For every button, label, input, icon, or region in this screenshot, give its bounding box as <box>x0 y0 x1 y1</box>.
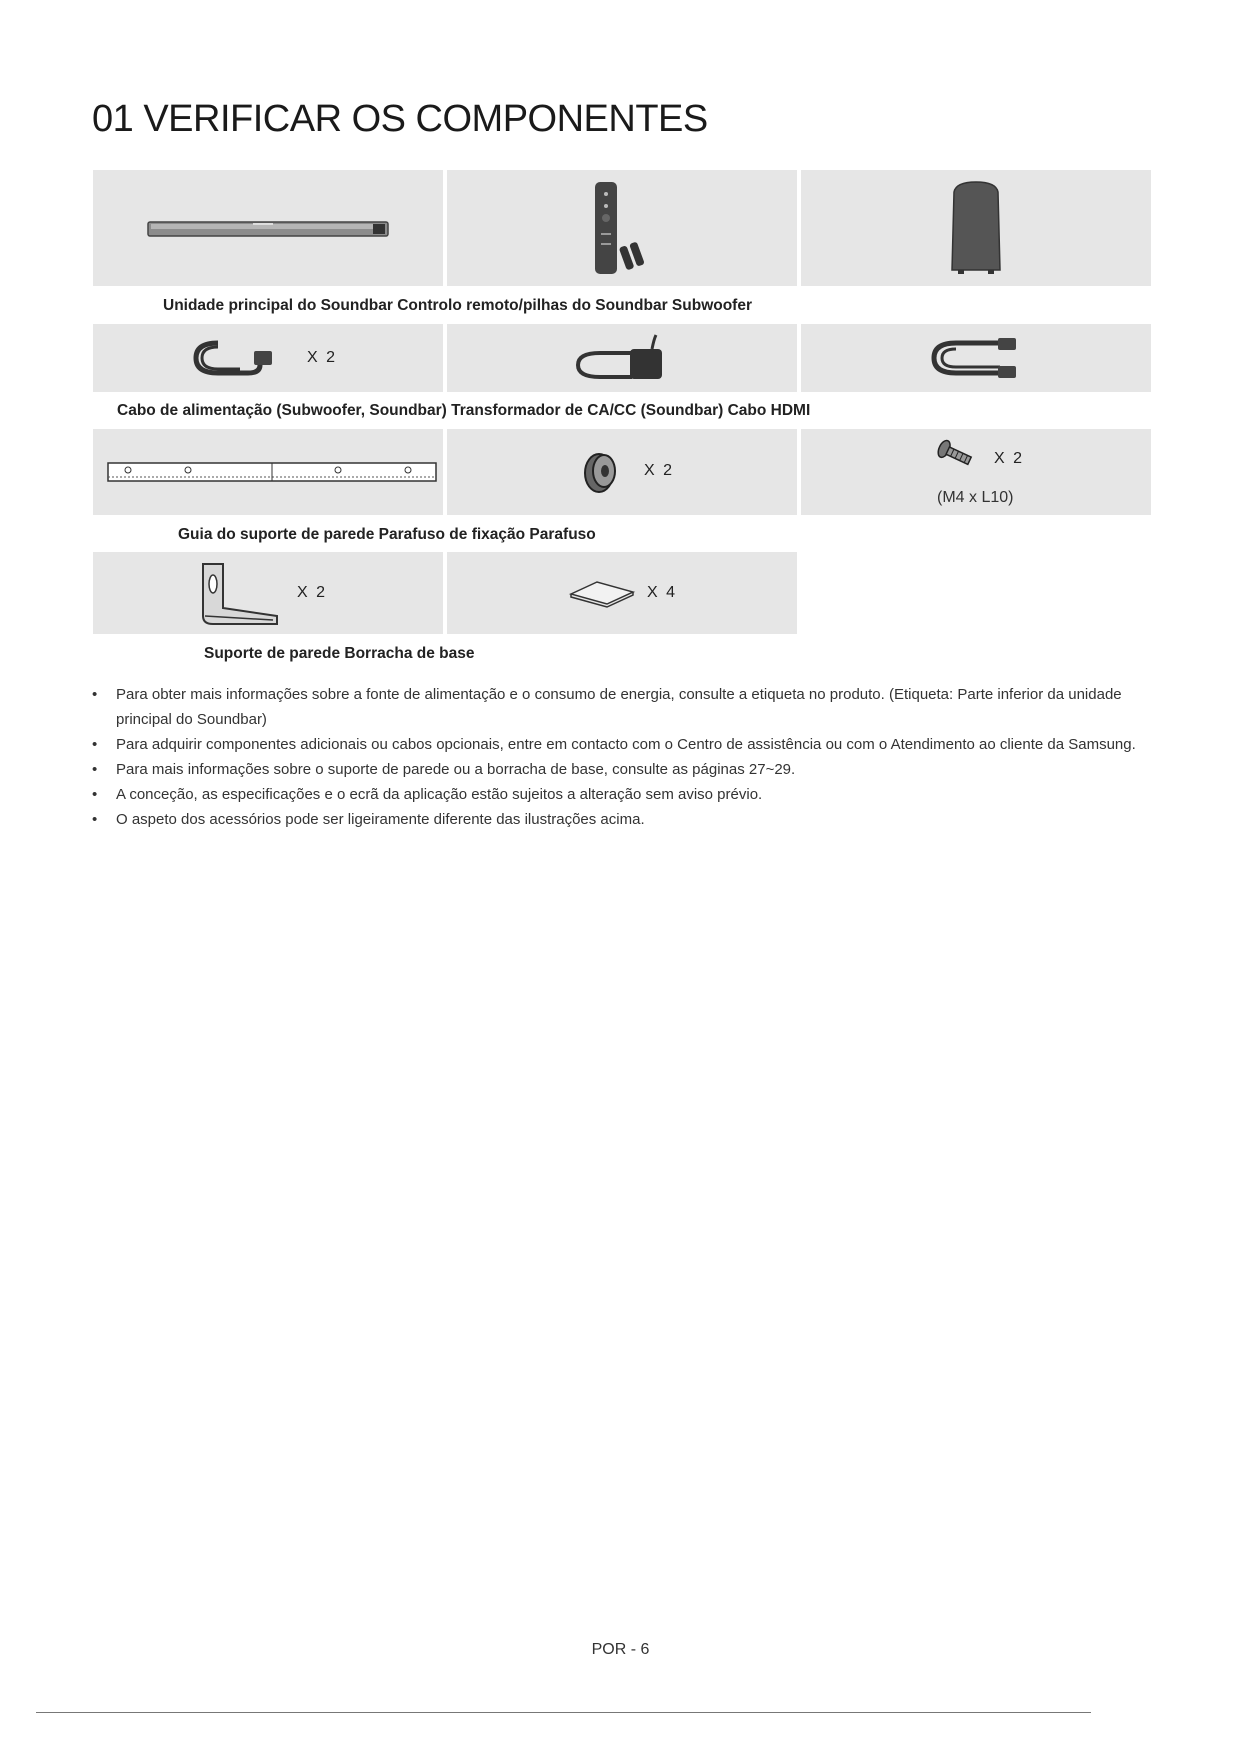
base-rubber-qty: X 4 <box>647 584 678 601</box>
holder-screw-icon <box>577 447 627 497</box>
adapter-cell <box>447 324 797 392</box>
wall-bracket-icon <box>193 558 283 628</box>
components-row-3 <box>93 429 1151 515</box>
hdmi-cable-icon <box>926 333 1026 383</box>
subwoofer-cell <box>801 170 1151 286</box>
wall-bracket-cell <box>93 552 443 634</box>
page-title: 01 VERIFICAR OS COMPONENTES <box>92 98 708 140</box>
wall-mount-guide-icon <box>98 460 438 484</box>
soundbar-icon <box>143 213 393 243</box>
notes-list <box>92 682 1152 832</box>
row-1-caption: Unidade principal do Soundbar Controlo remoto/pilhas do Soundbar Subwoofer <box>163 297 752 314</box>
components-row-1 <box>93 170 1151 286</box>
power-cable-qty: X 2 <box>307 349 338 366</box>
subwoofer-icon <box>946 178 1006 278</box>
hdmi-cell <box>801 324 1151 392</box>
note-item: • Para adquirir componentes adicionais ou cabos opcionais, entre em contacto com o Centro de assistência ou com o Atendimento ao cliente da Samsung. <box>92 732 1152 757</box>
holder-screw-qty: X 2 <box>644 462 675 479</box>
power-cable-icon <box>188 333 288 383</box>
components-row-4 <box>93 552 1151 634</box>
note-item: • O aspeto dos acessórios pode ser ligeiramente diferente das ilustrações acima. <box>92 807 1152 832</box>
footer-divider <box>36 1712 1091 1713</box>
remote-control-icon <box>587 178 657 278</box>
components-row-2 <box>93 324 1151 392</box>
base-rubber-cell <box>447 552 797 634</box>
remote-cell <box>447 170 797 286</box>
power-cable-cell <box>93 324 443 392</box>
base-rubber-icon <box>567 578 637 608</box>
holder-screw-cell <box>447 429 797 515</box>
page-number: POR - 6 <box>591 1641 650 1658</box>
screw-icon <box>935 439 975 469</box>
screw-spec: (M4 x L10) <box>937 489 1014 506</box>
wall-mount-guide-cell <box>93 429 443 515</box>
note-item: • A conceção, as especificações e o ecrã da aplicação estão sujeitos a alteração sem aviso prévio. <box>92 782 1152 807</box>
ac-dc-adapter-icon <box>572 331 672 386</box>
screw-qty: X 2 <box>994 450 1025 467</box>
soundbar-cell <box>93 170 443 286</box>
screw-cell <box>801 429 1151 515</box>
wall-bracket-qty: X 2 <box>297 584 328 601</box>
empty-cell <box>801 552 1151 634</box>
row-2-caption: Cabo de alimentação (Subwoofer, Soundbar) Transformador de CA/CC (Soundbar) Cabo HDMI <box>117 402 811 419</box>
note-item: • Para obter mais informações sobre a fonte de alimentação e o consumo de energia, consulte a etiqueta no produto. (Etiqueta: Parte inferior da unidade principal do Soundbar) <box>92 682 1152 732</box>
note-item: • Para mais informações sobre o suporte de parede ou a borracha de base, consulte as páginas 27~29. <box>92 757 1152 782</box>
row-3-caption: Guia do suporte de parede Parafuso de fixação Parafuso <box>178 526 596 543</box>
row-4-caption: Suporte de parede Borracha de base <box>204 645 475 662</box>
